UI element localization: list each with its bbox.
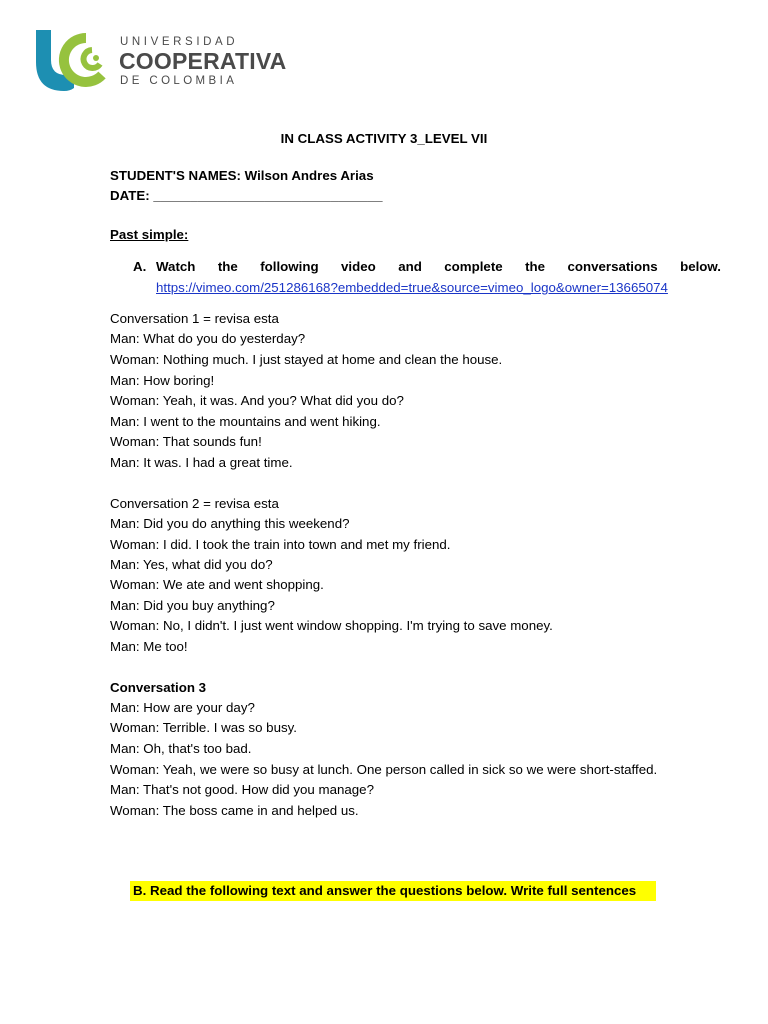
logo-line-2: COOPERATIVA <box>119 48 287 74</box>
dialogue-line: Man: How boring! <box>110 373 215 388</box>
dialogue-line: Woman: Nothing much. I just stayed at home and clean the house. <box>110 352 503 367</box>
dialogue-line: Woman: Yeah, we were so busy at lunch. One person called in sick so we were short-staffed. <box>110 762 658 777</box>
conversation-3-heading: Conversation 3 <box>110 680 207 695</box>
dialogue-line: Woman: The boss came in and helped us. <box>110 803 359 818</box>
dialogue-line: Man: Oh, that's too bad. <box>110 741 252 756</box>
dialogue-line: Woman: We ate and went shopping. <box>110 577 324 592</box>
logo-line-3: DE COLOMBIA <box>120 75 238 87</box>
date-field: DATE: _______________________________ <box>110 188 383 203</box>
logo-line-1: UNIVERSIDAD <box>120 36 239 48</box>
instruction-word: the <box>525 259 546 274</box>
instruction-word: video <box>341 259 376 274</box>
dialogue-line: Man: That's not good. How did you manage? <box>110 782 374 797</box>
instruction-word: following <box>260 259 319 274</box>
conversation-1-heading: Conversation 1 = revisa esta <box>110 311 279 326</box>
dialogue-line: Man: I went to the mountains and went hiking. <box>110 414 381 429</box>
section-heading: Past simple: <box>110 227 189 242</box>
task-a-instruction <box>156 259 721 275</box>
dialogue-line: Man: Did you do anything this weekend? <box>110 516 350 531</box>
dialogue-line: Man: Yes, what did you do? <box>110 557 273 572</box>
instruction-word: conversations <box>567 259 658 274</box>
dialogue-line: Woman: I did. I took the train into town and met my friend. <box>110 537 451 552</box>
task-a-marker: A. <box>133 259 147 274</box>
instruction-word: Watch <box>156 259 196 274</box>
dialogue-line: Man: It was. I had a great time. <box>110 455 293 470</box>
dialogue-line: Man: Did you buy anything? <box>110 598 275 613</box>
dialogue-line: Woman: That sounds fun! <box>110 434 262 449</box>
instruction-word: complete <box>444 259 503 274</box>
conversation-2-heading: Conversation 2 = revisa esta <box>110 496 279 511</box>
task-b-instruction: B. Read the following text and answer the questions below. Write full sentences <box>133 883 637 898</box>
instruction-word: the <box>217 259 238 274</box>
dialogue-line: Woman: Yeah, it was. And you? What did you do? <box>110 393 404 408</box>
dialogue-line: Man: How are your day? <box>110 700 255 715</box>
dialogue-line: Man: Me too! <box>110 639 188 654</box>
dialogue-line: Woman: No, I didn't. I just went window shopping. I'm trying to save money. <box>110 618 553 633</box>
dialogue-line: Woman: Terrible. I was so busy. <box>110 720 297 735</box>
instruction-word: below. <box>680 259 721 274</box>
dialogue-line: Man: What do you do yesterday? <box>110 331 306 346</box>
instruction-word: and <box>398 259 422 274</box>
video-link[interactable]: https://vimeo.com/251286168?embedded=true&source=vimeo_logo&owner=13665074 <box>156 280 668 295</box>
document-title: IN CLASS ACTIVITY 3_LEVEL VII <box>280 131 488 146</box>
students-names: STUDENT'S NAMES: Wilson Andres Arias <box>110 168 374 183</box>
